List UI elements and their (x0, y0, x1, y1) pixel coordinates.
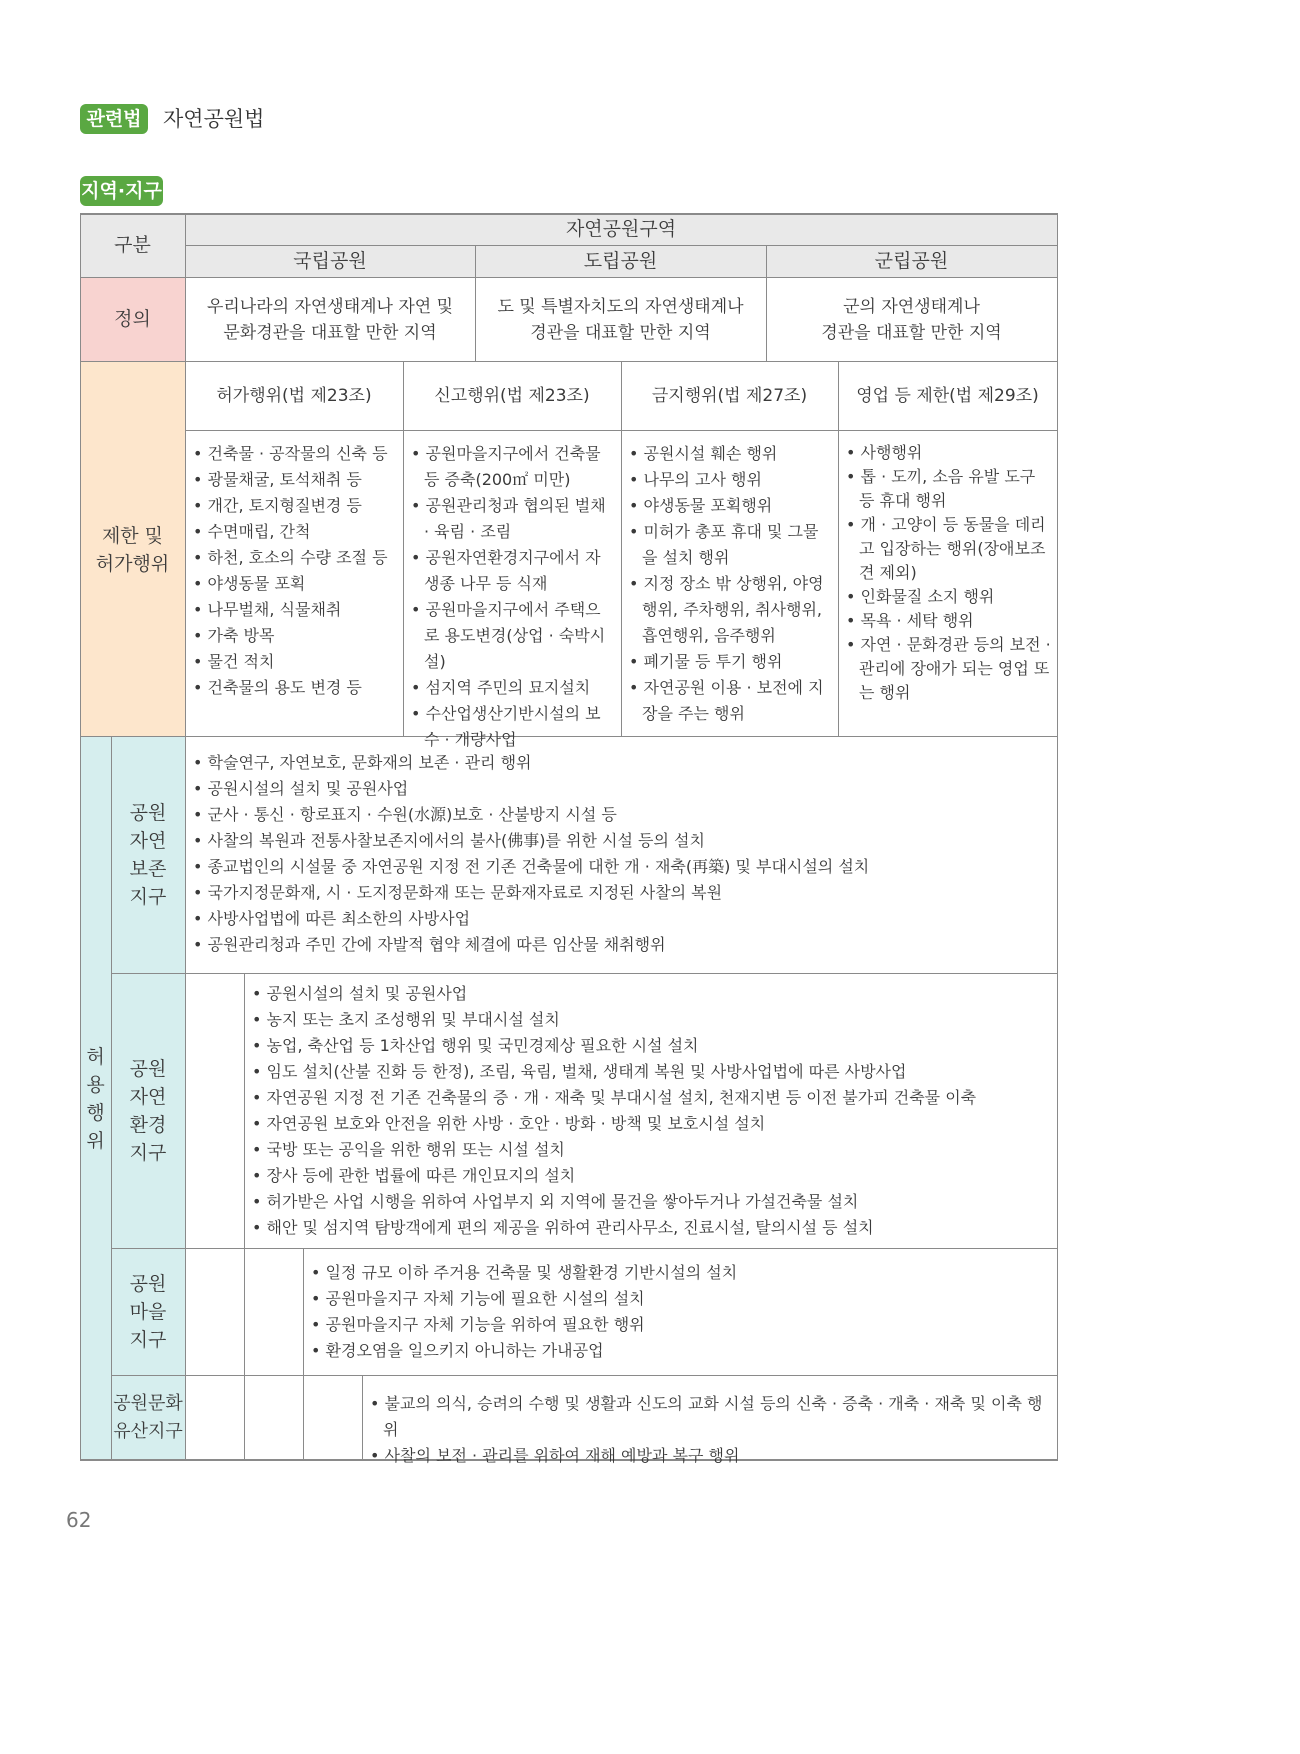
district-label-environment: 공원 자연 환경 지구 (129, 1057, 167, 1164)
restriction-title-business: 영업 등 제한(법 제29조) (856, 385, 1039, 406)
cultural-heritage-list (370, 1391, 1052, 1469)
list-item: • 해안 및 섬지역 탐방객에게 편의 제공을 위하여 관리사무소, 진료시설, 탈의시설 등 설치 (252, 1215, 1052, 1241)
list-item: • 공원마을지구 자체 기능에 필요한 시설의 설치 (311, 1286, 1051, 1312)
list-item: • 자연 · 문화경관 등의 보전 · 관리에 장애가 되는 영업 또는 행위 (846, 633, 1051, 705)
list-item: • 목욕 · 세탁 행위 (846, 609, 1051, 633)
list-item: • 인화물질 소지 행위 (846, 585, 1051, 609)
list-item: • 공원시설의 설치 및 공원사업 (193, 776, 1048, 802)
list-item: • 임도 설치(산불 진화 등 한정), 조림, 육림, 벌채, 생태계 복원 및 사방사업법에 따른 사방사업 (252, 1059, 1052, 1085)
list-item: • 군사 · 통신 · 항로표지 · 수원(水源)보호 · 산불방지 시설 등 (193, 802, 1048, 828)
definition-national: 우리나라의 자연생태계나 자연 및 문화경관을 대표할 만한 지역 (206, 296, 454, 343)
district-label-village: 공원 마을 지구 (129, 1272, 167, 1351)
business-list (846, 441, 1051, 705)
list-item: • 나무벌채, 식물채취 (193, 597, 397, 623)
list-item: • 광물채굴, 토석채취 등 (193, 467, 397, 493)
list-item: • 미허가 총포 휴대 및 그물을 설치 행위 (629, 519, 832, 571)
list-item: • 폐기물 등 투기 행위 (629, 649, 832, 675)
allowed-label: 허 용 행 위 (86, 1045, 105, 1152)
district-label-cultural-heritage: 공원문화 유산지구 (113, 1392, 183, 1442)
list-item: • 나무의 고사 행위 (629, 467, 832, 493)
list-item: • 자연공원 지정 전 기존 건축물의 증 · 개 · 재축 및 부대시설 설치, 천재지변 등 이전 불가피 건축물 이축 (252, 1085, 1052, 1111)
page-number: 62 (66, 1508, 92, 1532)
list-item: • 사찰의 보전 · 관리를 위하여 재해 예방과 복구 행위 (370, 1443, 1052, 1469)
prohibited-list (629, 441, 832, 727)
list-item: • 섬지역 주민의 묘지설치 (411, 675, 615, 701)
list-item: • 국방 또는 공익을 위한 행위 또는 시설 설치 (252, 1137, 1052, 1163)
restriction-title-report: 신고행위(법 제23조) (434, 385, 590, 406)
park-type-national: 국립공원 (293, 249, 367, 272)
list-item: • 건축물 · 공작물의 신축 등 (193, 441, 397, 467)
restriction-title-prohibited: 금지행위(법 제27조) (651, 385, 808, 406)
definition-county: 군의 자연생태계나 경관을 대표할 만한 지역 (821, 296, 1002, 343)
corner-label: 구분 (114, 234, 151, 256)
list-item: • 자연공원 보호와 안전을 위한 사방 · 호안 · 방화 · 방책 및 보호시설 설치 (252, 1111, 1052, 1137)
section-tag: 지역·지구 (80, 176, 163, 206)
list-item: • 사방사업법에 따른 최소한의 사방사업 (193, 906, 1048, 932)
park-type-provincial: 도립공원 (583, 249, 658, 272)
list-item: • 공원마을지구에서 주택으로 용도변경(상업 · 숙박시설) (411, 597, 615, 675)
list-item: • 불교의 의식, 승려의 수행 및 생활과 신도의 교화 시설 등의 신축 · 증축 · 개축 · 재축 및 이축 행위 (370, 1391, 1052, 1443)
list-item: • 허가받은 사업 시행을 위하여 사업부지 외 지역에 물건을 쌓아두거나 가설건축물 설치 (252, 1189, 1052, 1215)
district-label-preservation: 공원 자연 보존 지구 (129, 802, 167, 908)
list-item: • 농지 또는 초지 조성행위 및 부대시설 설치 (252, 1007, 1052, 1033)
list-item: • 수산업생산기반시설의 보수 · 개량사업 (411, 701, 615, 753)
list-item: • 국가지정문화재, 시 · 도지정문화재 또는 문화재자료로 지정된 사찰의 복원 (193, 880, 1048, 906)
list-item: • 톱 · 도끼, 소음 유발 도구 등 휴대 행위 (846, 465, 1051, 513)
list-item: • 건축물의 용도 변경 등 (193, 675, 397, 701)
list-item: • 개간, 토지형질변경 등 (193, 493, 397, 519)
list-item: • 공원시설의 설치 및 공원사업 (252, 981, 1052, 1007)
restriction-title-permit: 허가행위(법 제23조) (216, 385, 372, 406)
list-item: • 야생동물 포획 (193, 571, 397, 597)
zone-header: 자연공원구역 (565, 218, 677, 240)
permit-list (193, 441, 397, 701)
environment-list (252, 981, 1052, 1241)
related-law-name: 자연공원법 (163, 107, 265, 131)
list-item: • 개 · 고양이 등 동물을 데리고 입장하는 행위(장애보조견 제외) (846, 513, 1051, 585)
village-list (311, 1260, 1051, 1364)
list-item: • 학술연구, 자연보호, 문화재의 보존 · 관리 행위 (193, 750, 1048, 776)
list-item: • 물건 적치 (193, 649, 397, 675)
restriction-label: 제한 및 허가행위 (95, 524, 170, 575)
list-item: • 공원관리청과 협의된 벌채 · 육림 · 조림 (411, 493, 615, 545)
list-item: • 일정 규모 이하 주거용 건축물 및 생활환경 기반시설의 설치 (311, 1260, 1051, 1286)
list-item: • 농업, 축산업 등 1차산업 행위 및 국민경제상 필요한 시설 설치 (252, 1033, 1052, 1059)
definition-label: 정의 (114, 308, 151, 330)
preservation-list (193, 750, 1048, 958)
related-law-tag: 관련법 (80, 104, 148, 134)
list-item: • 하천, 호소의 수량 조절 등 (193, 545, 397, 571)
list-item: • 종교법인의 시설물 중 자연공원 지정 전 기존 건축물에 대한 개 · 재축(再築) 및 부대시설의 설치 (193, 854, 1048, 880)
list-item: • 사찰의 복원과 전통사찰보존지에서의 불사(佛事)를 위한 시설 등의 설치 (193, 828, 1048, 854)
park-type-county: 군립공원 (874, 249, 949, 272)
list-item: • 공원마을지구 자체 기능을 위하여 필요한 행위 (311, 1312, 1051, 1338)
list-item: • 지정 장소 밖 상행위, 야영행위, 주차행위, 취사행위, 흡연행위, 음주행위 (629, 571, 832, 649)
list-item: • 사행행위 (846, 441, 1051, 465)
list-item: • 공원관리청과 주민 간에 자발적 협약 체결에 따른 임산물 채취행위 (193, 932, 1048, 958)
list-item: • 환경오염을 일으키지 아니하는 가내공업 (311, 1338, 1051, 1364)
list-item: • 수면매립, 간척 (193, 519, 397, 545)
list-item: • 공원자연환경지구에서 자생종 나무 등 식재 (411, 545, 615, 597)
report-list (411, 441, 615, 753)
list-item: • 공원마을지구에서 건축물 등 증축(200㎡ 미만) (411, 441, 615, 493)
list-item: • 자연공원 이용 · 보전에 지장을 주는 행위 (629, 675, 832, 727)
list-item: • 공원시설 훼손 행위 (629, 441, 832, 467)
definition-provincial: 도 및 특별자치도의 자연생태계나 경관을 대표할 만한 지역 (497, 296, 744, 343)
list-item: • 장사 등에 관한 법률에 따른 개인묘지의 설치 (252, 1163, 1052, 1189)
list-item: • 야생동물 포획행위 (629, 493, 832, 519)
list-item: • 가축 방목 (193, 623, 397, 649)
